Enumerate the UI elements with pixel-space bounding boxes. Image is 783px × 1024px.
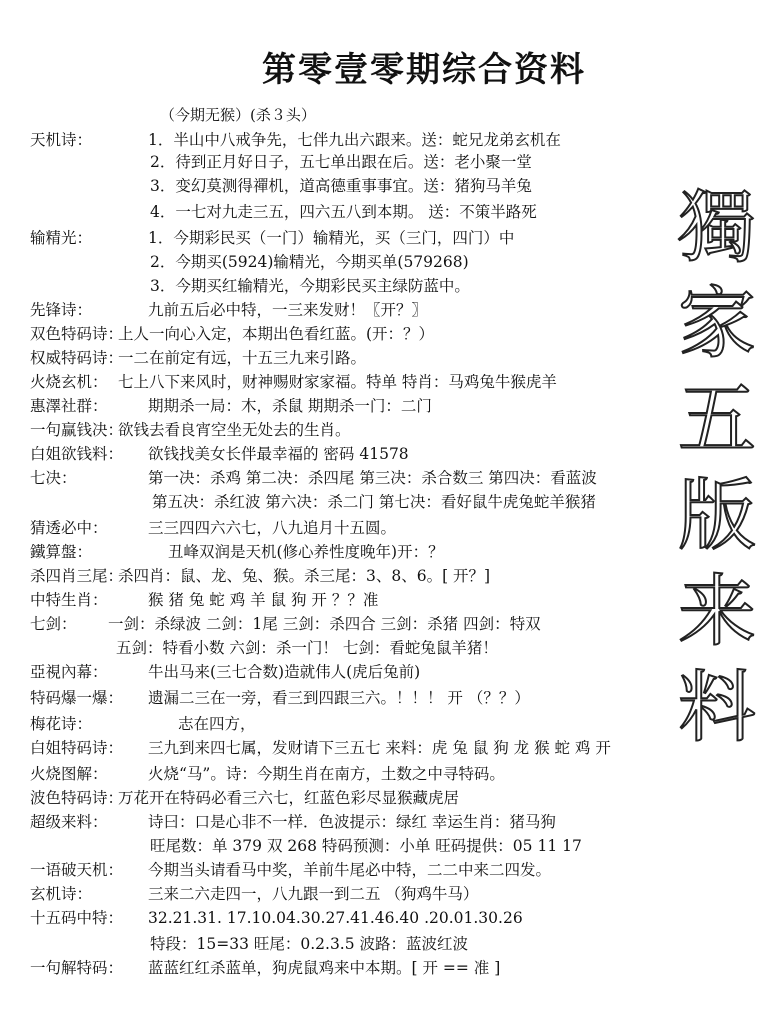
row-content: 诗曰：口是心非不一样．色波提示：绿红 幸运生肖：猪马狗: [148, 813, 556, 831]
row-label: 波色特码诗：: [30, 789, 124, 807]
row-content: 上人一向心入定，本期出色看红蓝。(开：？）: [118, 325, 435, 343]
row-label: 一句解特码：: [30, 959, 124, 977]
row-content: 第一决：杀鸡 第二决：杀四尾 第三决：杀合数三 第四决：看蓝波: [148, 469, 597, 487]
row-label: 七决：: [30, 469, 77, 487]
watermark-char: 獨: [677, 183, 756, 273]
watermark-char: 五: [677, 375, 756, 465]
row-content: 遗漏二三在一旁，看三到四跟三六。！！！ 开 （？？）: [148, 689, 530, 707]
row-content: 牛出马来(三七合数)造就伟人(虎后兔前): [148, 663, 421, 681]
row-content: 一剑：杀绿波 二剑：1尾 三剑：杀四合 三剑：杀猪 四剑：特双: [108, 615, 541, 633]
row-content: 五剑：特看小数 六剑：杀一门！ 七剑：看蛇兔鼠羊猪！: [116, 639, 498, 657]
row-label: 权威特码诗：: [30, 349, 124, 367]
row-content: 特段：15=33 旺尾：0.2.3.5 波路：蓝波红波: [150, 935, 469, 953]
row-label: 火烧图解：: [30, 765, 108, 783]
row-content: 1．半山中八戒争先，七伴九出六跟来。送：蛇兄龙弟玄机在: [148, 131, 561, 149]
row-content: 火烧“马”。诗：今期生肖在南方，土数之中寻特码。: [148, 765, 505, 783]
row-label: 中特生肖：: [30, 591, 108, 609]
row-label: 一语破天机：: [30, 861, 124, 879]
watermark-char: 版: [677, 471, 756, 561]
row-content: 七上八下来风时，财神赐财家家福。特单 特肖：马鸡兔牛猴虎羊: [118, 373, 557, 391]
row-content: 杀四肖：鼠、龙、兔、猴。杀三尾：3、8、6。[ 开？]: [118, 567, 491, 585]
row-label: 天机诗：: [30, 131, 93, 149]
row-label: 白姐特码诗：: [30, 739, 124, 757]
row-content: 一二在前定有远，十五三九来引路。: [118, 349, 367, 367]
row-label: 猜透必中：: [30, 519, 108, 537]
row-content: 欲钱找美女长伴最幸福的 密码 41578: [148, 445, 409, 463]
page-title: 第零壹零期综合资料: [262, 50, 586, 90]
row-label: 鐵算盤：: [30, 543, 93, 561]
row-content: 4．一七对九走三五，四六五八到本期。 送：不策半路死: [150, 203, 537, 221]
row-content: 1．今期彩民买（一门）输精光，买（三门，四门）中: [148, 229, 515, 247]
row-content: 第五决：杀红波 第六决：杀二门 第七决：看好鼠牛虎兔蛇羊猴猪: [152, 493, 596, 511]
row-label: 火烧玄机：: [30, 373, 108, 391]
row-content: 三九到来四七属，发财请下三五七 来料：虎 兔 鼠 狗 龙 猴 蛇 鸡 开: [148, 739, 611, 757]
row-label: 特码爆一爆：: [30, 689, 124, 707]
row-content: 丑峰双润是天机(修心养性度晚年)开：？: [168, 543, 444, 561]
row-content: 猴 猪 兔 蛇 鸡 羊 鼠 狗 开 ？？准: [148, 591, 379, 609]
row-content: 3．变幻莫测得禪机，道高德重事事宜。送：猪狗马羊兔: [150, 177, 532, 195]
row-label: 超级来料：: [30, 813, 108, 831]
subtitle: （今期无猴）(杀３头）: [160, 106, 316, 124]
row-label: 输精光：: [30, 229, 93, 247]
row-label: 先锋诗：: [30, 301, 93, 319]
row-content: 三来二六走四一，八九跟一到二五 （狗鸡牛马）: [148, 885, 479, 903]
row-label: 惠澤社群：: [30, 397, 108, 415]
row-label: 一句赢钱决：: [30, 421, 124, 439]
row-label: 七剑：: [30, 615, 77, 633]
row-label: 白姐欲钱料：: [30, 445, 124, 463]
row-content: 欲钱去看良宵空坐无处去的生肖。: [118, 421, 351, 439]
row-content: 今期当头请看马中奖，羊前牛尾必中特，二二中来二四发。: [148, 861, 552, 879]
row-label: 杀四肖三尾：: [30, 567, 124, 585]
watermark-char: 家: [677, 279, 756, 369]
row-content: 2．今期买(5924)输精光，今期买单(579268): [150, 253, 469, 271]
row-label: 双色特码诗：: [30, 325, 124, 343]
row-content: 32.21.31. 17.10.04.30.27.41.46.40 .20.01.30.26: [148, 909, 523, 927]
row-content: 旺尾数：单 379 双 268 特码预测：小单 旺码提供：05 11 17: [150, 837, 582, 855]
row-label: 十五码中特：: [30, 909, 124, 927]
watermark-char: 料: [677, 663, 756, 753]
row-content: 3．今期买红输精光，今期彩民买主绿防蓝中。: [150, 277, 470, 295]
row-label: 玄机诗：: [30, 885, 93, 903]
row-label: 梅花诗：: [30, 715, 93, 733]
watermark-stamp: [672, 180, 762, 756]
row-label: 亞視內幕：: [30, 663, 108, 681]
row-content: 蓝蓝红红杀蓝单，狗虎鼠鸡来中本期。[ 开 == 准 ]: [148, 959, 501, 977]
row-content: 期期杀一局：木，杀鼠 期期杀一门：二门: [148, 397, 432, 415]
row-content: 九前五后必中特，一三来发财！〖开？〗: [148, 301, 428, 319]
row-content: 万花开在特码必看三六七，红蓝色彩尽显猴藏虎居: [118, 789, 460, 807]
row-content: 2．待到正月好日子，五七单出跟在后。送：老小聚一堂: [150, 153, 532, 171]
watermark-char: 来: [677, 567, 756, 657]
row-content: 三三四四六六七，八九追月十五圆。: [148, 519, 397, 537]
row-content: 志在四方，: [178, 715, 256, 733]
